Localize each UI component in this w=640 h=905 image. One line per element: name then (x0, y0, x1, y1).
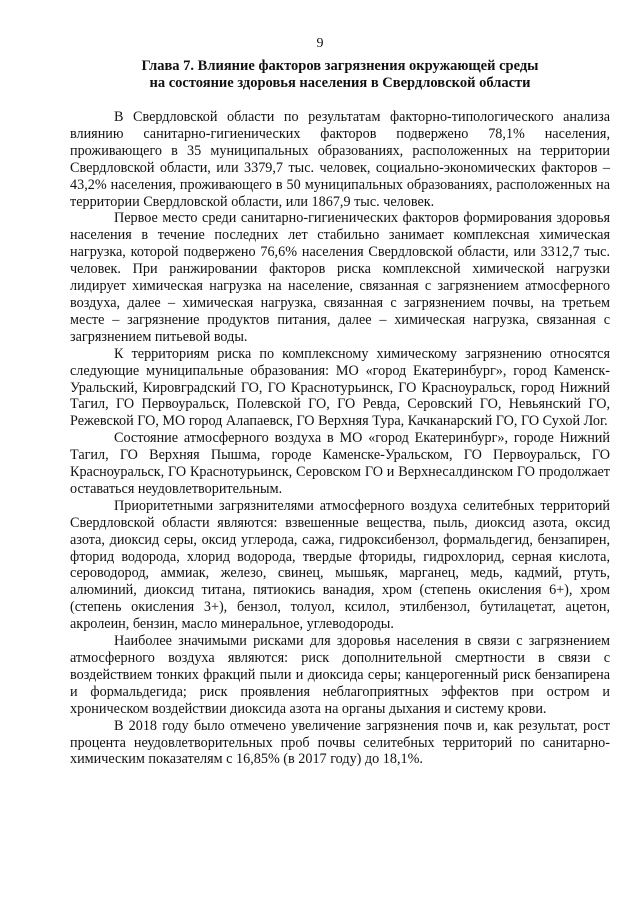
chapter-title-line-1: Глава 7. Влияние факторов загрязнения окружающей среды (141, 58, 539, 74)
paragraph-risk-territories: К территориям риска по комплексному химическому загрязнению относятся следующие муниципальные образования: МО «город Екатеринбург», город Каменск-Уральский, Кировградский ГО, ГО Краснотурьинск, ГО Красноуральск, город Нижний Тагил, ГО Первоуральск, Полевской ГО, ГО Ревда, Серовский ГО, Невьянский ГО, Режевской ГО, МО город Алапаевск, ГО Верхняя Тура, Качканарский ГО, ГО Сухой Лог. (70, 345, 610, 430)
paragraph-priority-pollutants: Приоритетными загрязнителями атмосферного воздуха селитебных территорий Свердловской области являются: взвешенные вещества, пыль, диоксид азота, оксид азота, диоксид серы, оксид углерода, сажа, гидроксибензол, формальдегид, бензапирен, фторид водорода, хлорид водорода, твердые фториды, гидрохлорид, серная кислота, сероводород, аммиак, железо, свинец, мышьяк, марганец, медь, кадмий, ртуть, алюминий, диоксид титана, пятиокись ванадия, хром (степень окисления 6+), хром (степень окисления 3+), бензол, толуол, ксилол, этилбензол, бутилацетат, ацетон, акролеин, бензин, масло минеральное, углеводороды. (70, 497, 610, 633)
chapter-title (70, 58, 610, 92)
body-text (70, 109, 610, 768)
chapter-title-line-2: на состояние здоровья населения в Свердловской области (149, 75, 531, 91)
paragraph-health-risks: Наиболее значимыми рисками для здоровья населения в связи с загрязнением атмосферного воздуха являются: риск дополнительной смертности в связи с воздействием тонких фракций пыли и диоксида серы; канцерогенный риск бензапирена и формальдегида; риск проявления неблагоприятных эффектов при остром и хроническом воздействии диоксида азота на органы дыхания и систему крови. (70, 633, 610, 717)
paragraph-air-condition: Состояние атмосферного воздуха в МО «город Екатеринбург», городе Нижний Тагил, ГО Верхняя Пышма, городе Каменске-Уральском, ГО Первоуральск, ГО Красноуральск, ГО Краснотурьинск, Серовском ГО и Верхнесалдинском ГО продолжает оставаться неудовлетворительным. (70, 430, 610, 497)
paragraph-chemical-load: Первое место среди санитарно-гигиенических факторов формирования здоровья населения в течение последних лет стабильно занимает комплексная химическая нагрузка, которой подвержено 76,6% населения Свердловской области, или 3312,7 тыс. человек. При ранжировании факторов риска комплексной химической нагрузки лидирует химическая нагрузка на население, связанная с загрязнением атмосферного воздуха, далее – химическая нагрузка, связанная с загрязнением почвы, на третьем месте – загрязнение продуктов питания, далее – химическая нагрузка, связанная с загрязнением питьевой воды. (70, 210, 610, 345)
paragraph-soil-pollution: В 2018 году было отмечено увеличение загрязнения почв и, как результат, рост процента неудовлетворительных проб почвы селитебных территорий по санитарно-химическим показателям с 16,85% (в 2017 году) до 18,1%. (70, 717, 610, 768)
paragraph-factor-analysis: В Свердловской области по результатам факторно-типологического анализа влиянию санитарно-гигиенических факторов подвержено 78,1% населения, проживающего в 35 муниципальных образованиях, расположенных на территории Свердловской области, или 3379,7 тыс. человек, социально-экономических факторов – 43,2% населения, проживающего в 50 муниципальных образованиях, расположенных на территории Свердловской области, или 1867,9 тыс. человек. (70, 109, 610, 210)
page-number: 9 (316, 36, 324, 51)
